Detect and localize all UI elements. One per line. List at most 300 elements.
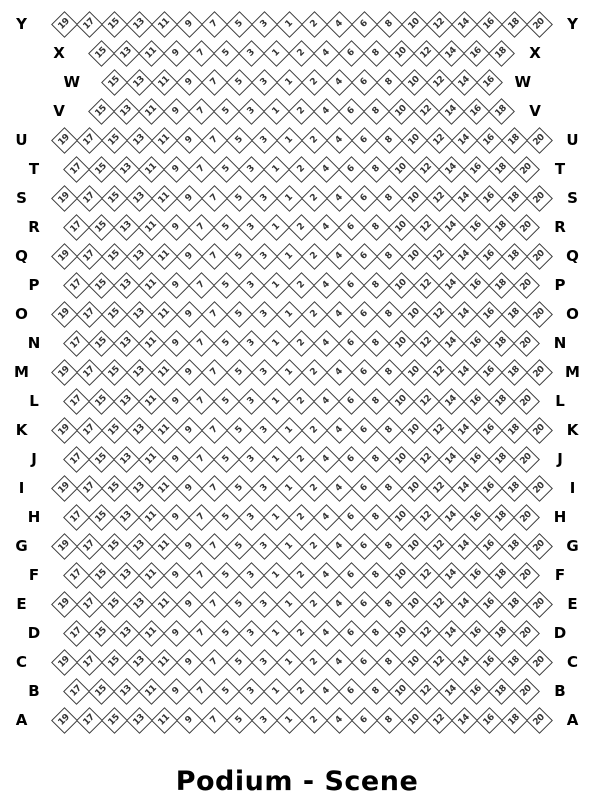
seat[interactable] [527, 706, 552, 735]
seat[interactable] [89, 97, 114, 126]
seat[interactable] [152, 242, 177, 271]
seat[interactable] [327, 10, 352, 39]
seat[interactable] [102, 474, 127, 503]
seat[interactable] [202, 532, 227, 561]
seat[interactable] [452, 126, 477, 155]
seat[interactable] [89, 387, 114, 416]
seat[interactable] [64, 619, 89, 648]
seat[interactable] [127, 590, 152, 619]
seat[interactable] [489, 445, 514, 474]
seat[interactable] [114, 39, 139, 68]
seat[interactable] [414, 561, 439, 590]
seat[interactable] [127, 300, 152, 329]
seat[interactable] [214, 213, 239, 242]
seat[interactable] [477, 68, 502, 97]
seat[interactable] [139, 213, 164, 242]
seat[interactable] [277, 126, 302, 155]
seat[interactable] [314, 677, 339, 706]
seat[interactable] [202, 474, 227, 503]
seat[interactable] [339, 619, 364, 648]
seat[interactable] [489, 677, 514, 706]
seat[interactable] [102, 648, 127, 677]
seat[interactable] [452, 300, 477, 329]
seat[interactable] [327, 648, 352, 677]
seat[interactable] [352, 126, 377, 155]
seat[interactable] [227, 474, 252, 503]
seat[interactable] [127, 10, 152, 39]
seat[interactable] [527, 126, 552, 155]
seat[interactable] [289, 155, 314, 184]
seat[interactable] [439, 387, 464, 416]
seat[interactable] [177, 300, 202, 329]
seat[interactable] [364, 561, 389, 590]
seat[interactable] [52, 126, 77, 155]
seat[interactable] [139, 39, 164, 68]
seat[interactable] [239, 503, 264, 532]
seat[interactable] [239, 619, 264, 648]
seat[interactable] [102, 10, 127, 39]
seat[interactable] [427, 532, 452, 561]
seat[interactable] [77, 184, 102, 213]
seat[interactable] [514, 445, 539, 474]
seat[interactable] [239, 561, 264, 590]
seat[interactable] [64, 329, 89, 358]
seat[interactable] [314, 213, 339, 242]
seat[interactable] [427, 416, 452, 445]
seat[interactable] [227, 358, 252, 387]
seat[interactable] [339, 97, 364, 126]
seat[interactable] [452, 416, 477, 445]
seat[interactable] [64, 271, 89, 300]
seat[interactable] [439, 503, 464, 532]
seat[interactable] [427, 184, 452, 213]
seat[interactable] [339, 213, 364, 242]
seat[interactable] [64, 213, 89, 242]
seat[interactable] [302, 68, 327, 97]
seat[interactable] [502, 532, 527, 561]
seat[interactable] [302, 126, 327, 155]
seat[interactable] [114, 503, 139, 532]
seat[interactable] [377, 416, 402, 445]
seat[interactable] [202, 590, 227, 619]
seat[interactable] [339, 387, 364, 416]
seat[interactable] [377, 648, 402, 677]
seat[interactable] [352, 648, 377, 677]
seat[interactable] [164, 39, 189, 68]
seat[interactable] [189, 39, 214, 68]
seat[interactable] [352, 242, 377, 271]
seat[interactable] [402, 474, 427, 503]
seat[interactable] [364, 39, 389, 68]
seat[interactable] [402, 590, 427, 619]
seat[interactable] [389, 155, 414, 184]
seat[interactable] [139, 561, 164, 590]
seat[interactable] [264, 329, 289, 358]
seat[interactable] [214, 329, 239, 358]
seat[interactable] [502, 416, 527, 445]
seat[interactable] [477, 648, 502, 677]
seat[interactable] [402, 706, 427, 735]
seat[interactable] [64, 445, 89, 474]
seat[interactable] [427, 242, 452, 271]
seat[interactable] [152, 474, 177, 503]
seat[interactable] [289, 39, 314, 68]
seat[interactable] [77, 532, 102, 561]
seat[interactable] [164, 97, 189, 126]
seat[interactable] [127, 184, 152, 213]
seat[interactable] [477, 416, 502, 445]
seat[interactable] [52, 10, 77, 39]
seat[interactable] [527, 300, 552, 329]
seat[interactable] [214, 445, 239, 474]
seat[interactable] [227, 300, 252, 329]
seat[interactable] [427, 474, 452, 503]
seat[interactable] [514, 503, 539, 532]
seat[interactable] [414, 97, 439, 126]
seat[interactable] [289, 445, 314, 474]
seat[interactable] [252, 416, 277, 445]
seat[interactable] [489, 155, 514, 184]
seat[interactable] [364, 213, 389, 242]
seat[interactable] [464, 213, 489, 242]
seat[interactable] [302, 532, 327, 561]
seat[interactable] [514, 387, 539, 416]
seat[interactable] [89, 677, 114, 706]
seat[interactable] [427, 358, 452, 387]
seat[interactable] [302, 706, 327, 735]
seat[interactable] [102, 300, 127, 329]
seat[interactable] [289, 619, 314, 648]
seat[interactable] [252, 68, 277, 97]
seat[interactable] [452, 706, 477, 735]
seat[interactable] [439, 329, 464, 358]
seat[interactable] [464, 387, 489, 416]
seat[interactable] [277, 590, 302, 619]
seat[interactable] [152, 68, 177, 97]
seat[interactable] [264, 155, 289, 184]
seat[interactable] [527, 590, 552, 619]
seat[interactable] [239, 155, 264, 184]
seat[interactable] [414, 677, 439, 706]
seat[interactable] [402, 68, 427, 97]
seat[interactable] [177, 648, 202, 677]
seat[interactable] [139, 155, 164, 184]
seat[interactable] [477, 10, 502, 39]
seat[interactable] [152, 300, 177, 329]
seat[interactable] [414, 213, 439, 242]
seat[interactable] [252, 590, 277, 619]
seat[interactable] [264, 97, 289, 126]
seat[interactable] [164, 445, 189, 474]
seat[interactable] [477, 126, 502, 155]
seat[interactable] [114, 271, 139, 300]
seat[interactable] [139, 97, 164, 126]
seat[interactable] [302, 474, 327, 503]
seat[interactable] [239, 97, 264, 126]
seat[interactable] [102, 184, 127, 213]
seat[interactable] [352, 416, 377, 445]
seat[interactable] [139, 271, 164, 300]
seat[interactable] [202, 416, 227, 445]
seat[interactable] [464, 677, 489, 706]
seat[interactable] [264, 271, 289, 300]
seat[interactable] [439, 445, 464, 474]
seat[interactable] [402, 10, 427, 39]
seat[interactable] [227, 648, 252, 677]
seat[interactable] [252, 358, 277, 387]
seat[interactable] [414, 445, 439, 474]
seat[interactable] [164, 503, 189, 532]
seat[interactable] [414, 271, 439, 300]
seat[interactable] [202, 242, 227, 271]
seat[interactable] [389, 619, 414, 648]
seat[interactable] [427, 126, 452, 155]
seat[interactable] [114, 561, 139, 590]
seat[interactable] [502, 300, 527, 329]
seat[interactable] [414, 619, 439, 648]
seat[interactable] [339, 561, 364, 590]
seat[interactable] [214, 271, 239, 300]
seat[interactable] [152, 706, 177, 735]
seat[interactable] [389, 561, 414, 590]
seat[interactable] [77, 10, 102, 39]
seat[interactable] [239, 329, 264, 358]
seat[interactable] [527, 648, 552, 677]
seat[interactable] [189, 387, 214, 416]
seat[interactable] [352, 474, 377, 503]
seat[interactable] [402, 184, 427, 213]
seat[interactable] [64, 561, 89, 590]
seat[interactable] [277, 10, 302, 39]
seat[interactable] [527, 184, 552, 213]
seat[interactable] [227, 10, 252, 39]
seat[interactable] [214, 619, 239, 648]
seat[interactable] [77, 648, 102, 677]
seat[interactable] [452, 184, 477, 213]
seat[interactable] [189, 213, 214, 242]
seat[interactable] [302, 648, 327, 677]
seat[interactable] [64, 387, 89, 416]
seat[interactable] [377, 532, 402, 561]
seat[interactable] [252, 10, 277, 39]
seat[interactable] [339, 329, 364, 358]
seat[interactable] [252, 126, 277, 155]
seat[interactable] [239, 445, 264, 474]
seat[interactable] [177, 706, 202, 735]
seat[interactable] [214, 155, 239, 184]
seat[interactable] [339, 155, 364, 184]
seat[interactable] [439, 677, 464, 706]
seat[interactable] [477, 532, 502, 561]
seat[interactable] [89, 271, 114, 300]
seat[interactable] [264, 387, 289, 416]
seat[interactable] [389, 329, 414, 358]
seat[interactable] [452, 648, 477, 677]
seat[interactable] [102, 590, 127, 619]
seat[interactable] [102, 126, 127, 155]
seat[interactable] [152, 358, 177, 387]
seat[interactable] [477, 706, 502, 735]
seat[interactable] [52, 416, 77, 445]
seat[interactable] [77, 300, 102, 329]
seat[interactable] [127, 126, 152, 155]
seat[interactable] [527, 10, 552, 39]
seat[interactable] [264, 503, 289, 532]
seat[interactable] [152, 416, 177, 445]
seat[interactable] [377, 358, 402, 387]
seat[interactable] [327, 416, 352, 445]
seat[interactable] [189, 561, 214, 590]
seat[interactable] [152, 10, 177, 39]
seat[interactable] [127, 242, 152, 271]
seat[interactable] [239, 677, 264, 706]
seat[interactable] [364, 619, 389, 648]
seat[interactable] [164, 561, 189, 590]
seat[interactable] [127, 416, 152, 445]
seat[interactable] [302, 590, 327, 619]
seat[interactable] [377, 300, 402, 329]
seat[interactable] [302, 242, 327, 271]
seat[interactable] [227, 184, 252, 213]
seat[interactable] [77, 242, 102, 271]
seat[interactable] [339, 445, 364, 474]
seat[interactable] [114, 445, 139, 474]
seat[interactable] [277, 242, 302, 271]
seat[interactable] [314, 329, 339, 358]
seat[interactable] [277, 416, 302, 445]
seat[interactable] [514, 561, 539, 590]
seat[interactable] [427, 10, 452, 39]
seat[interactable] [327, 300, 352, 329]
seat[interactable] [377, 590, 402, 619]
seat[interactable] [52, 706, 77, 735]
seat[interactable] [277, 532, 302, 561]
seat[interactable] [114, 213, 139, 242]
seat[interactable] [227, 590, 252, 619]
seat[interactable] [477, 242, 502, 271]
seat[interactable] [89, 213, 114, 242]
seat[interactable] [352, 590, 377, 619]
seat[interactable] [252, 242, 277, 271]
seat[interactable] [164, 387, 189, 416]
seat[interactable] [214, 39, 239, 68]
seat[interactable] [439, 213, 464, 242]
seat[interactable] [464, 561, 489, 590]
seat[interactable] [402, 242, 427, 271]
seat[interactable] [264, 561, 289, 590]
seat[interactable] [252, 300, 277, 329]
seat[interactable] [277, 706, 302, 735]
seat[interactable] [502, 184, 527, 213]
seat[interactable] [202, 300, 227, 329]
seat[interactable] [77, 706, 102, 735]
seat[interactable] [364, 387, 389, 416]
seat[interactable] [464, 445, 489, 474]
seat[interactable] [227, 242, 252, 271]
seat[interactable] [289, 329, 314, 358]
seat[interactable] [489, 561, 514, 590]
seat[interactable] [302, 300, 327, 329]
seat[interactable] [502, 10, 527, 39]
seat[interactable] [414, 329, 439, 358]
seat[interactable] [352, 10, 377, 39]
seat[interactable] [114, 155, 139, 184]
seat[interactable] [352, 532, 377, 561]
seat[interactable] [189, 155, 214, 184]
seat[interactable] [214, 677, 239, 706]
seat[interactable] [127, 706, 152, 735]
seat[interactable] [352, 706, 377, 735]
seat[interactable] [164, 271, 189, 300]
seat[interactable] [177, 126, 202, 155]
seat[interactable] [302, 358, 327, 387]
seat[interactable] [64, 155, 89, 184]
seat[interactable] [414, 387, 439, 416]
seat[interactable] [252, 474, 277, 503]
seat[interactable] [289, 213, 314, 242]
seat[interactable] [402, 300, 427, 329]
seat[interactable] [352, 184, 377, 213]
seat[interactable] [52, 648, 77, 677]
seat[interactable] [389, 213, 414, 242]
seat[interactable] [52, 242, 77, 271]
seat[interactable] [464, 271, 489, 300]
seat[interactable] [202, 184, 227, 213]
seat[interactable] [164, 213, 189, 242]
seat[interactable] [477, 358, 502, 387]
seat[interactable] [252, 184, 277, 213]
seat[interactable] [389, 39, 414, 68]
seat[interactable] [202, 10, 227, 39]
seat[interactable] [452, 242, 477, 271]
seat[interactable] [377, 474, 402, 503]
seat[interactable] [189, 97, 214, 126]
seat[interactable] [252, 648, 277, 677]
seat[interactable] [77, 358, 102, 387]
seat[interactable] [52, 532, 77, 561]
seat[interactable] [402, 126, 427, 155]
seat[interactable] [277, 184, 302, 213]
seat[interactable] [89, 619, 114, 648]
seat[interactable] [152, 184, 177, 213]
seat[interactable] [439, 271, 464, 300]
seat[interactable] [77, 126, 102, 155]
seat[interactable] [139, 329, 164, 358]
seat[interactable] [464, 97, 489, 126]
seat[interactable] [502, 242, 527, 271]
seat[interactable] [452, 532, 477, 561]
seat[interactable] [489, 329, 514, 358]
seat[interactable] [327, 590, 352, 619]
seat[interactable] [139, 445, 164, 474]
seat[interactable] [402, 648, 427, 677]
seat[interactable] [64, 503, 89, 532]
seat[interactable] [114, 329, 139, 358]
seat[interactable] [502, 474, 527, 503]
seat[interactable] [127, 532, 152, 561]
seat[interactable] [514, 619, 539, 648]
seat[interactable] [77, 416, 102, 445]
seat[interactable] [364, 677, 389, 706]
seat[interactable] [152, 590, 177, 619]
seat[interactable] [52, 184, 77, 213]
seat[interactable] [114, 619, 139, 648]
seat[interactable] [277, 68, 302, 97]
seat[interactable] [289, 387, 314, 416]
seat[interactable] [127, 68, 152, 97]
seat[interactable] [514, 271, 539, 300]
seat[interactable] [202, 706, 227, 735]
